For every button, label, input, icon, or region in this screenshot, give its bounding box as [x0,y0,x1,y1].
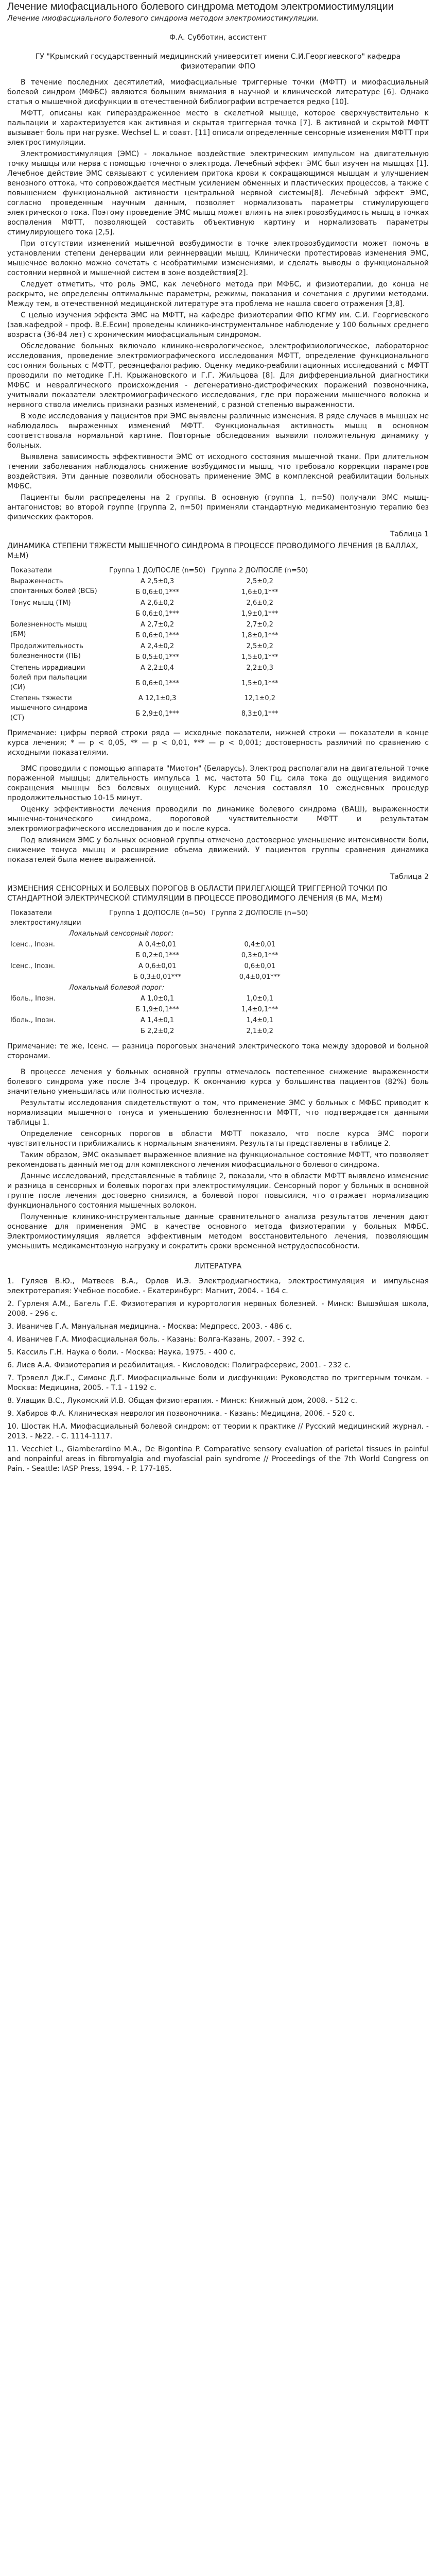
results-section [7,1067,429,1170]
paragraph: При отсутствии изменений мышечной возбудимости в точке электровозбудимости может помочь в установлении степени денервации или реиннервации мышц. Клинически протестировав изменения ЭМС, мышечное волокно можно сочетать с необратимыми изменениями, и сделать выводы о функциональной состоянии нервной и мышечной систем в зоне воздействия[2]. [7,240,429,277]
table-cell: 1,8±0,1*** [241,632,278,639]
paragraph: МФТТ, описаны как гипераздраженное место в скелетной мышце, которое сверхчувствительно к пальпации и характеризуется как активная и скрытая триггерная точка [7]. В активной и скрытой МФТТ вызывает боль при нагрузке. Wechsel L. и соавт. [11] описали определенные сенсорные изменения МФТТ при электростимуляции. [7,109,429,147]
intro-section [7,78,429,522]
paragraph: В ходе исследования у пациентов при ЭМС выявлены различные изменения. В ряде случаев в мышцах не наблюдалось выраженных изменений МФТТ. Функциональная активность мышц в основном соответствовала нормальной картине. Повторные обследования выявили положительную динамику у больных. [7,412,429,450]
table-row [7,961,311,972]
table-row [7,663,311,678]
table-row [7,619,311,630]
article-subtitle: Лечение миофасциального болевого синдрома методом электромиостимуляции. [7,14,319,23]
table2 [7,908,311,1037]
table-cell: 1,4±0,1*** [241,1006,278,1013]
table-cell: Б 0,2±0,1*** [135,952,179,959]
paragraph: ЭМС проводили с помощью аппарата "Миотон" (Беларусь). Электрод располагали на двигательной точке пораженной мышцы; длительность импульса 1 мс, частота 50 Гц, сила тока до ощущения видимого сокращения мышцы без болевых ощущений. Курс лечения составлял 10 ежедневных процедур продолжительностью 10-15 минут. [7,765,429,802]
paragraph: В процессе лечения у больных основной группы отмечалось постепенное снижение выраженности болевого синдрома уже после 3-4 процедур. К окончанию курса у большинства пациентов (82%) боль значительно уменьшилась или полностью исчезла. [7,1068,429,1096]
table-cell: А 1,4±0,1 [140,1016,175,1024]
table-cell: А 1,0±0,1 [140,995,175,1003]
table-header-cell: Группа 1 ДО/ПОСЛЕ (n=50) [109,567,206,574]
paragraph: Данные исследований, представленные в таблице 2, показали, что в области МФТТ выявлено изменение и разница в сенсорных и болевых порогах при электростимуляции. Сенсорный порог у больных в основной группе после лечения достоверно снизился, а болевой порог повысился, что отражает нормализацию функционального состояния мышечных волокон. [7,1172,429,1210]
table-row [7,576,311,587]
article-title: Лечение миофасциального болевого синдрома методом электромиостимуляции [7,1,394,12]
table-cell: 12,1±0,2 [244,694,276,702]
references-title: ЛИТЕРАТУРА [194,1262,242,1270]
table2-caption: Таблица 2 [390,873,429,881]
table-row [7,950,311,961]
paragraph: С целью изучения эффекта ЭМС на МФТТ, на кафедре физиотерапии ФПО КГМУ им. С.И. Георгиевского (зав.кафедрой - проф. В.Е.Есин) проведены клинико-инструментальное наблюдение у 100 больных среднего возраста (36-84 лет) с хроническим миофасциальным синдромом. [7,311,429,339]
table-row [7,641,311,652]
table-cell: А 12,1±0,3 [138,694,177,702]
table-header-cell: Показатели электростимуляции [10,909,81,927]
row-label: Iболь., Iпозн. [10,995,56,1003]
table1-caption: Таблица 1 [390,530,429,538]
table-cell: Б 0,6±0,1*** [135,588,179,596]
paragraph: Выявлена зависимость эффективности ЭМС от исходного состояния мышечной ткани. При длительном течении заболевания наблюдалось снижение возбудимости мышц, что требовало коррекции параметров воздействия. Эти данные позволили обосновать применение ЭМС в комплексной реабилитации больных МФБС. [7,453,429,490]
table-cell: А 0,4±0,01 [138,941,177,948]
table-cell: 1,6±0,1*** [241,588,278,596]
reference-item: 4. Иваничев Г.А. Миофасциальная боль. - Казань: Волга-Казань, 2007. - 392 с. [7,1335,305,1344]
table-cell: А 2,5±0,3 [140,578,175,585]
table-row [7,1015,311,1026]
table1-title: ДИНАМИКА СТЕПЕНИ ТЯЖЕСТИ МЫШЕЧНОГО СИНДРОМА В ПРОЦЕССЕ ПРОВОДИМОГО ЛЕЧЕНИЯ (В БАЛЛАХ, M±M) [7,542,418,560]
conclusion-section [7,1172,429,1251]
table-cell: 2,5±0,2 [246,642,273,650]
table-section-title: Локальный болевой порог: [69,984,165,992]
table-section-row [7,928,311,939]
table-cell: Б 2,9±0,1*** [135,709,179,718]
paragraph: Следует отметить, что роль ЭМС, как лечебного метода при МФБС, и физиотерапии, до конца не раскрыто, не определены оптимальные параметры, режимы, показания и сочетания с другими методами. Между тем, в отечественной медицинской литературе эта проблема не нашла своего отражения [3,8]. [7,280,429,308]
row-label: Iсенс., Iпозн. [10,962,55,970]
table-cell: Б 0,3±0,01*** [133,973,182,981]
article-author: Ф.А. Субботин, ассистент [169,33,267,42]
table-cell: А 2,2±0,4 [140,664,175,672]
table-header-cell: Группа 2 ДО/ПОСЛЕ (n=50) [212,567,308,574]
article-affiliation: ГУ "Крымский государственный медицинский университет имени С.И.Георгиевского" кафедра физиотерапии ФПО [35,53,401,71]
table-cell: 1,5±0,1*** [241,679,278,687]
reference-item: 10. Шостак Н.А. Миофасциальный болевой синдром: от теории к практике // Русский медицинский журнал. - 2013. - №22. - С. 1114-1117. [7,1422,429,1440]
reference-item: 7. Трэвелл Дж.Г., Симонс Д.Г. Миофасциальные боли и дисфункции: Руководство по триггерным точкам. - Москва: Медицина, 2005. - Т.1 - 1192 с. [7,1374,429,1392]
row-label [7,972,106,982]
row-label: Болезненность мышц (БМ) [10,621,87,638]
table-cell: 0,6±0,01 [244,962,276,970]
table-cell: Б 0,6±0,1*** [135,632,179,639]
paragraph: В течение последних десятилетий, миофасциальные триггерные точки (МФТТ) и миофасциальный болевой синдром (МФБС) являются большим внимания в научной и клинической литературе [6]. Однако статья о мышечной дисфункции в отечественной библиографии встречается редко [10]. [7,78,429,106]
table-cell: 2,6±0,2 [246,599,273,607]
table-cell: Б 1,9±0,1*** [135,1006,179,1013]
table-section-row [7,982,311,993]
paragraph: Оценку эффективности лечения проводили по динамике болевого синдрома (ВАШ), выраженности мышечно-тонического синдрома, пороговой чувствительности МФТТ и результатам электромиографического исследования до и после курса. [7,805,429,833]
reference-item: 8. Улащик В.С., Лукомский И.В. Общая физиотерапия. - Минск: Книжный дом, 2008. - 512 с. [7,1397,357,1405]
reference-item: 3. Иваничев Г.А. Мануальная медицина. - Москва: Медпресс, 2003. - 486 с. [7,1323,292,1331]
row-label: Тонус мышц (ТМ) [10,599,71,607]
row-label: Iсенс., Iпозн. [10,941,55,948]
table1 [7,565,311,723]
table-cell: А 0,6±0,01 [138,962,177,970]
table-row [7,939,311,950]
table-cell: Б 2,2±0,2 [140,1027,175,1035]
table-row [7,598,311,608]
table-cell: А 2,7±0,2 [140,621,175,629]
table-cell: Б 0,6±0,1*** [135,679,179,687]
table-cell: 0,4±0,01*** [239,973,281,981]
table-cell: 2,1±0,2 [246,1027,273,1035]
table-cell: 2,7±0,2 [246,621,273,629]
table-cell: Б 0,5±0,1*** [135,653,179,661]
table-cell: 1,4±0,1 [246,1016,273,1024]
paragraph: Электромиостимуляция (ЭМС) - локальное воздействие электрическим импульсом на двигательную точку мышцы или нерва с помощью точечного электрода. Лечебный эффект ЭМС был изучен на мышцах [1]. Лечебное действие ЭМС связывают с усилением притока крови к сокращающимся мышцам и улучшением венозного оттока, что сопровождается местным усилением обменных и пластических процессов, а также с повышением функциональной активности центральной нервной системы[8]. Лечебный эффект ЭМС, согласно проведенным научным данным, позволяет нормализовать параметры стимулирующего электрического тока. Поэтому проведение ЭМС мышц может влиять на электровозбудимость мышц в точках воспаления МФТТ, позволяющей составить объективную картину и нормализовать параметры стимулирующего тока [2,5]. [7,150,429,236]
table-cell: 2,2±0,3 [246,664,273,672]
row-label: Iболь., Iпозн. [10,1016,56,1024]
table2-note: Примечание: те же, Iсенс. — разница пороговых значений электрического тока между здоровой и больной сторонами. [7,1042,429,1060]
table-cell: 1,5±0,1*** [241,653,278,661]
table-row [7,972,311,982]
table-header-row [7,908,311,928]
row-label [7,950,106,961]
row-label: Степень тяжести мышечного синдрома (СТ) [10,694,88,722]
table-row [7,1004,311,1015]
row-label [7,1004,106,1015]
table-row [7,1026,311,1037]
table-cell: 0,3±0,1*** [241,952,278,959]
table-cell: 2,5±0,2 [246,578,273,585]
paragraph: Таким образом, ЭМС оказывает выраженное влияние на функциональное состояние МФТТ, что позволяет рекомендовать данный метод для комплексного лечения миофасциального болевого синдрома. [7,1151,429,1169]
table-header-cell: Группа 2 ДО/ПОСЛЕ (n=50) [212,909,308,917]
table-row [7,993,311,1004]
table-cell: А 2,4±0,2 [140,642,175,650]
references-list [7,1277,429,1474]
reference-item: 2. Гурленя А.М., Багель Г.Е. Физиотерапия и курортология нервных болезней. - Минск: Вышэйшая школа, 2008. - 296 с. [7,1300,429,1318]
table-header-cell: Показатели [10,567,52,574]
reference-item: 5. Кассиль Г.Н. Наука о боли. - Москва: Наука, 1975. - 400 с. [7,1348,236,1357]
table1-note: Примечание: цифры первой строки ряда — исходные показатели, нижней строки — показатели в конце курса лечения; * — p < 0,05, ** — p < 0,01, *** — p < 0,001; достоверность различий по сравнению с исходными показателями. [7,729,429,757]
paragraph: Полученные клинико-инструментальные данные сравнительного анализа результатов лечения дают основание для применения ЭМС в качестве основного метода физиотерапии у больных МФБС. Электромиостимуляция является эффективным методом восстановительного лечения, позволяющим уменьшить медикаментозную нагрузку и сократить сроки временной нетрудоспособности. [7,1213,429,1250]
methods-section [7,764,429,865]
table-cell: 1,9±0,1*** [241,610,278,618]
table-row [7,693,311,708]
paragraph: Обследование больных включало клинико-неврологическое, электрофизиологическое, лабораторное исследования, проведение электромиографического исследования МФТТ, определение функционального состояния больных с МФТТ, реоэнцефалографию. Оценку медико-реабилитационных исследований с МФТТ проводили по методике Г.Н. Крыжановского и Г.Г. Жильцова [8]. Для дифференциальной диагностики МФБС и невралгического происхождения - дегенеративно-дистрофических поражений позвоночника, учитывали показатели электромиографического исследования, где при поражении мышечного волокна и нервного ствола имелись признаки разных изменений, с разной степенью выраженности. [7,342,429,409]
table-header-row [7,565,311,576]
table-header-cell: Группа 1 ДО/ПОСЛЕ (n=50) [109,909,206,917]
table-cell: А 2,6±0,2 [140,599,175,607]
paragraph: Результаты исследования свидетельствуют о том, что применение ЭМС у больных с МФБС приводит к нормализации мышечного тонуса и уменьшению болезненности МФТТ, что подтверждается данными таблицы 1. [7,1099,429,1127]
paragraph: Под влиянием ЭМС у больных основной группы отмечено достоверное уменьшение интенсивности боли, снижение тонуса мышц и расширение объема движений. У пациентов группы сравнения динамика показателей была менее выраженной. [7,836,429,864]
row-label [7,1026,106,1037]
table-section-title: Локальный сенсорный порог: [69,930,174,938]
row-label: Выраженность спонтанных болей (ВСБ) [10,578,97,595]
reference-item: 6. Лиев А.А. Физиотерапия и реабилитация. - Кисловодск: Полиграфсервис, 2001. - 232 с. [7,1361,351,1369]
row-label: Продолжительность болезненности (ПБ) [10,642,83,660]
table-cell: 0,4±0,01 [244,941,276,948]
reference-item: 9. Хабиров Ф.А. Клиническая неврология позвоночника. - Казань: Медицина, 2006. - 520 с. [7,1410,355,1418]
paragraph: Пациенты были распределены на 2 группы. В основную (группа 1, n=50) получали ЭМС мышц-антагонистов; во второй группе (группа 2, n=50) применяли стандартную медикаментозную терапию без физических факторов. [7,494,429,521]
row-label: Степень иррадиации болей при пальпации (СИ) [10,664,87,691]
table-cell: 1,0±0,1 [246,995,273,1003]
table-cell: Б 0,6±0,1*** [135,610,179,618]
table-cell: 8,3±0,1*** [241,709,278,718]
table2-title: ИЗМЕНЕНИЯ СЕНСОРНЫХ И БОЛЕВЫХ ПОРОГОВ В ОБЛАСТИ ПРИЛЕГАЮЩЕЙ ТРИГГЕРНОЙ ТОЧКИ ПО СТАНДАРТНОЙ ЭЛЕКТРИЧЕСКОЙ СТИМУЛЯЦИИ В ПРОЦЕССЕ ПРОВОДИМОГО ЛЕЧЕНИЯ (В МА, M±M) [7,885,388,903]
reference-item: 1. Гуляев В.Ю., Матвеев В.А., Орлов И.Э. Электродиагностика, электростимуляция и импульсная электротерапия: Учебное пособие. - Екатеринбург: Магнит, 2004. - 164 с. [7,1277,429,1295]
paragraph: Определение сенсорных порогов в области МФТТ показало, что после курса ЭМС пороги чувствительности приближались к нормальным значениям. Результаты представлены в таблице 2. [7,1130,429,1148]
reference-item: 11. Vecchiet L., Giamberardino M.A., De Bigontina P. Comparative sensory evaluation of parietal tissues in painful and nonpainful areas in fibromyalgia and myofascial pain syndrome // Proceedings of the 7th World Congress on Pain. - Seattle: IASP Press, 1994. - P. 177-185. [7,1445,429,1473]
